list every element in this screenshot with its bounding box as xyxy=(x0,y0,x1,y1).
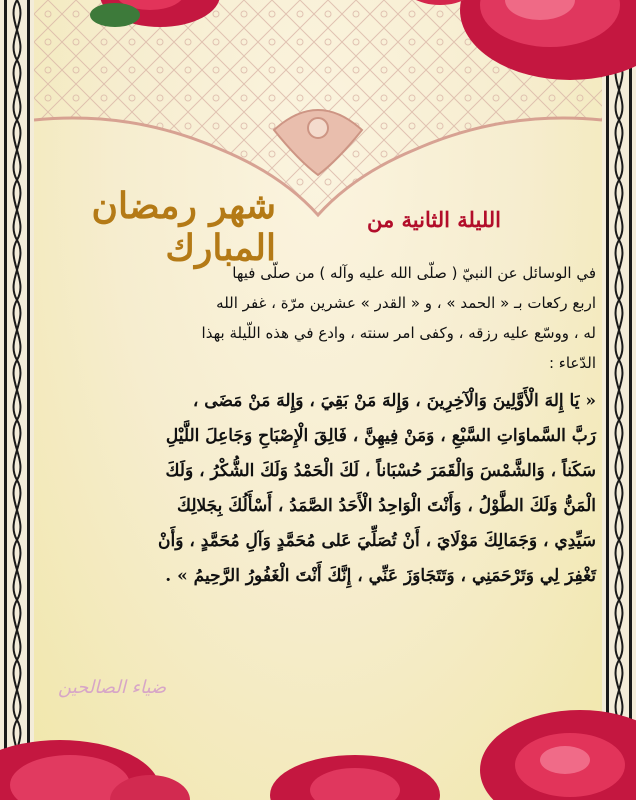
dua-text xyxy=(42,384,596,594)
narration-line: الدّعاء : xyxy=(548,354,596,372)
dua-line: رَبَّ السَّماوَاتِ السَّبْعِ ، وَمَنْ فِيهِنَّ ، فَالِقَ الْإِصْبَاحِ وَجَاعِلَ اللَّيْلِ xyxy=(165,426,596,446)
narration-line: له ، ووسّع عليه رزقه ، وكفى امر سنته ، وادع في هذه اللّيلة بهذا xyxy=(201,324,596,342)
right-border-pattern-icon xyxy=(602,0,636,800)
title-night: الليلة الثانية من xyxy=(367,207,501,232)
dua-line: سَيِّدِي ، وَجَمَالِكَ مَوْلَايَ ، أَنْ تُصَلِّيَ عَلى مُحَمَّدٍ وَآلِ مُحَمَّدٍ ، وَأَنْ xyxy=(158,531,596,551)
signature-watermark: ضياء الصالحين xyxy=(58,677,167,698)
dua-line: « يَا إِلهَ الْأَوَّلِينَ وَالْآخِرِينَ ، وَإِلهَ مَنْ بَقِيَ ، وَإِلهَ مَنْ مَضَى ، xyxy=(192,391,596,411)
rose-decoration-icon xyxy=(270,740,440,800)
title-month: شهر رمضان المبارك xyxy=(91,185,276,269)
narration-text xyxy=(42,258,596,378)
dua-line: تَغْفِرَ لِي وَتَرْحَمَنِي ، وَتَتَجَاوَزَ عَنِّي ، إِنَّكَ أَنْتَ الْغَفُورُ الرَّحِيمُ » . xyxy=(165,566,596,586)
left-border-pattern-icon xyxy=(0,0,34,800)
dua-line: الْمَنُّ وَلَكَ الطَّوْلُ ، وَأَنْتَ الْوَاحِدُ الْأَحَدُ الصَّمَدُ ، أَسْأَلُكَ بِجَلالِكَ xyxy=(177,496,596,516)
narration-line: في الوسائل عن النبيّ ( صلّى الله عليه وآله ) من صلّى فيها xyxy=(232,264,596,282)
narration-line: اربع ركعات بـ « الحمد » ، و « القدر » عشرين مرّة ، غفر الله xyxy=(216,294,596,312)
dua-line: سَكَناً ، وَالشَّمْسَ وَالْقَمَرَ حُسْبَاناً ، لَكَ الْحَمْدُ وَلَكَ الشُّكْرُ ، وَلَكَ xyxy=(165,461,596,481)
page-title xyxy=(40,175,596,269)
content xyxy=(42,258,596,594)
